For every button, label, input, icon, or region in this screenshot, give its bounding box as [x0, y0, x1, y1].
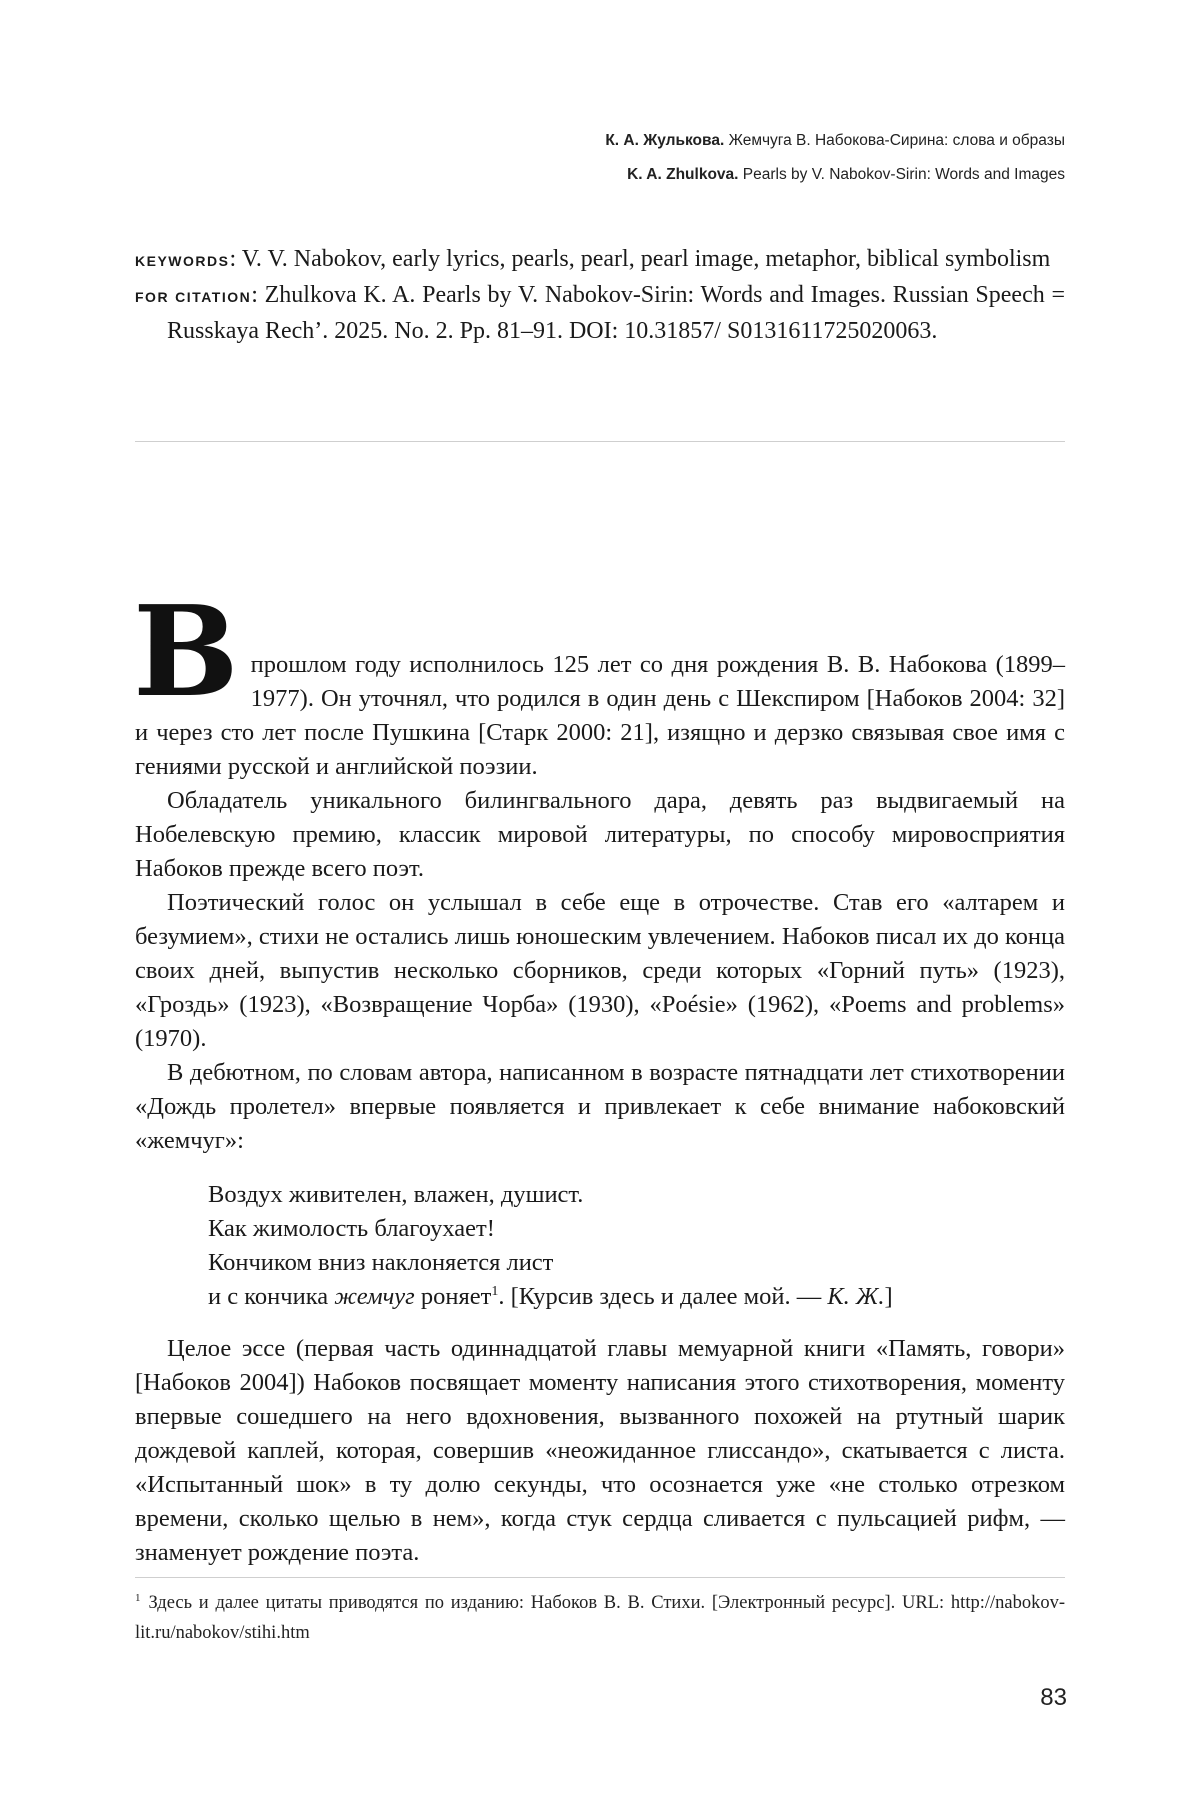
poem-line-1: Воздух живителен, влажен, душист.: [208, 1181, 584, 1208]
paragraph-1: [133, 579, 1065, 784]
paragraph-3: Поэтический голос он услышал в себе еще в отрочестве. Став его «алтарем и безумием», стихи не остались лишь юношеским увлечением. Набоков писал их до конца своих дней, выпустив несколько сборников, среди которых «Горний путь» (1923), «Гроздь» (1923), «Возвращение Чорба» (1930), «Poésie» (1962), «Poems and problems» (1970).: [135, 889, 1065, 1052]
poem-line-4-mid: роняет: [414, 1283, 492, 1310]
paragraph-2: Обладатель уникального билингвального дара, девять раз выдвигаемый на Нобелевскую премию, классик мировой литературы, по способу мировосприятия Набоков прежде всего поэт.: [135, 787, 1065, 882]
keywords-text: V. V. Nabokov, early lyrics, pearls, pearl, pearl image, metaphor, biblical symbolism: [241, 246, 1051, 272]
footnote: [135, 1588, 1065, 1648]
poem-line-4-initials: К. Ж.: [827, 1283, 885, 1310]
header-divider: [135, 441, 1065, 442]
poem-line-4-end: . [Курсив здесь и далее мой. —: [498, 1283, 828, 1310]
running-head: [605, 124, 1065, 192]
paragraph-5: Целое эссе (первая часть одиннадцатой главы мемуарной книги «Память, говори» [Набоков 2004]) Набоков посвящает моменту написания этого стихотворения, моменту впервые сошедшего на него вдохновения, вызванного похожей на ртутный шарик дождевой каплей, которая, совершив «неожиданное глиссандо», скатывается с листа. «Испытанный шок» в ту долю секунды, что осознается уже «не столько отрезком времени, сколько щелью в нем», когда стук сердца сливается с пульсацией рифм, — знаменует рождение поэта.: [135, 1335, 1065, 1566]
running-head-ru: [605, 124, 1065, 158]
journal-page: [135, 0, 1065, 1801]
poem-line-4-start: и с кончика: [208, 1283, 335, 1310]
poem-line-3: Кончиком вниз наклоняется лист: [208, 1249, 554, 1276]
running-head-en: [605, 158, 1065, 192]
drop-cap-spacer: [135, 602, 1065, 648]
poem-line-4-close: ]: [884, 1283, 893, 1310]
footnote-mark: 1: [135, 1592, 141, 1604]
paragraph-4: В дебютном, по словам автора, написанном в возрасте пятнадцати лет стихотворении «Дождь пролетел» впервые появляется и привлекает к себе внимание набоковский «жемчуг»:: [135, 1059, 1065, 1154]
article-body: [133, 579, 1065, 1570]
citation-text: Zhulkova K. A. Pearls by V. Nabokov-Sirin: Words and Images. Russian Speech = Russkaya Rech’. 2025. No. 2. Pp. 81–91. DOI: 10.31857/ S0131611725020063.: [167, 282, 1066, 344]
running-head-ru-title: Жемчуга В. Набокова-Сирина: слова и образы: [728, 132, 1065, 149]
footnote-divider: [135, 1577, 1065, 1578]
drop-cap: В: [133, 579, 239, 725]
poem-line-4-italic: жемчуг: [334, 1283, 415, 1310]
running-head-en-title: Pearls by V. Nabokov-Sirin: Words and Images: [742, 166, 1065, 183]
poem-line-4: [208, 1280, 1065, 1314]
citation: FOR CITATION: Zhulkova K. A. Pearls by V. Nabokov-Sirin: Words and Images. Russian Speech = Russkaya Rech’. 2025. No. 2. Pp. 81–91. DOI: 10.31857/ S0131611725020063.: [135, 282, 1066, 344]
poem-line-2: Как жимолость благоухает!: [208, 1215, 495, 1242]
page-number: 83: [1040, 1684, 1067, 1711]
footnote-ref[interactable]: 1: [491, 1284, 499, 1299]
keywords-label: KEYWORDS: [135, 253, 230, 269]
poem-quote: [208, 1178, 1065, 1314]
keywords: KEYWORDS: V. V. Nabokov, early lyrics, pearls, pearl, pearl image, metaphor, biblical symbolism: [135, 246, 1051, 272]
article-meta: [135, 242, 1065, 348]
footnote-text: Здесь и далее цитаты приводятся по изданию: Набоков В. В. Стихи. [Электронный ресурс]. URL: http://nabokov-lit.ru/nabokov/stihi.htm: [135, 1593, 1065, 1643]
paragraph-1-text: прошлом году исполнилось 125 лет со дня рождения В. В. Набокова (1899–1977). Он уточнял, что родился в один день с Шекспиром [Набоков 2004: 32] и через сто лет после Пушкина [Старк 2000: 21], изящно и дерзко связывая свое имя с гениями русской и английской поэзии.: [135, 651, 1065, 780]
citation-label: FOR CITATION: [135, 289, 252, 305]
running-head-en-author: K. A. Zhulkova.: [627, 166, 739, 183]
running-head-ru-author: К. А. Жулькова.: [605, 132, 725, 149]
